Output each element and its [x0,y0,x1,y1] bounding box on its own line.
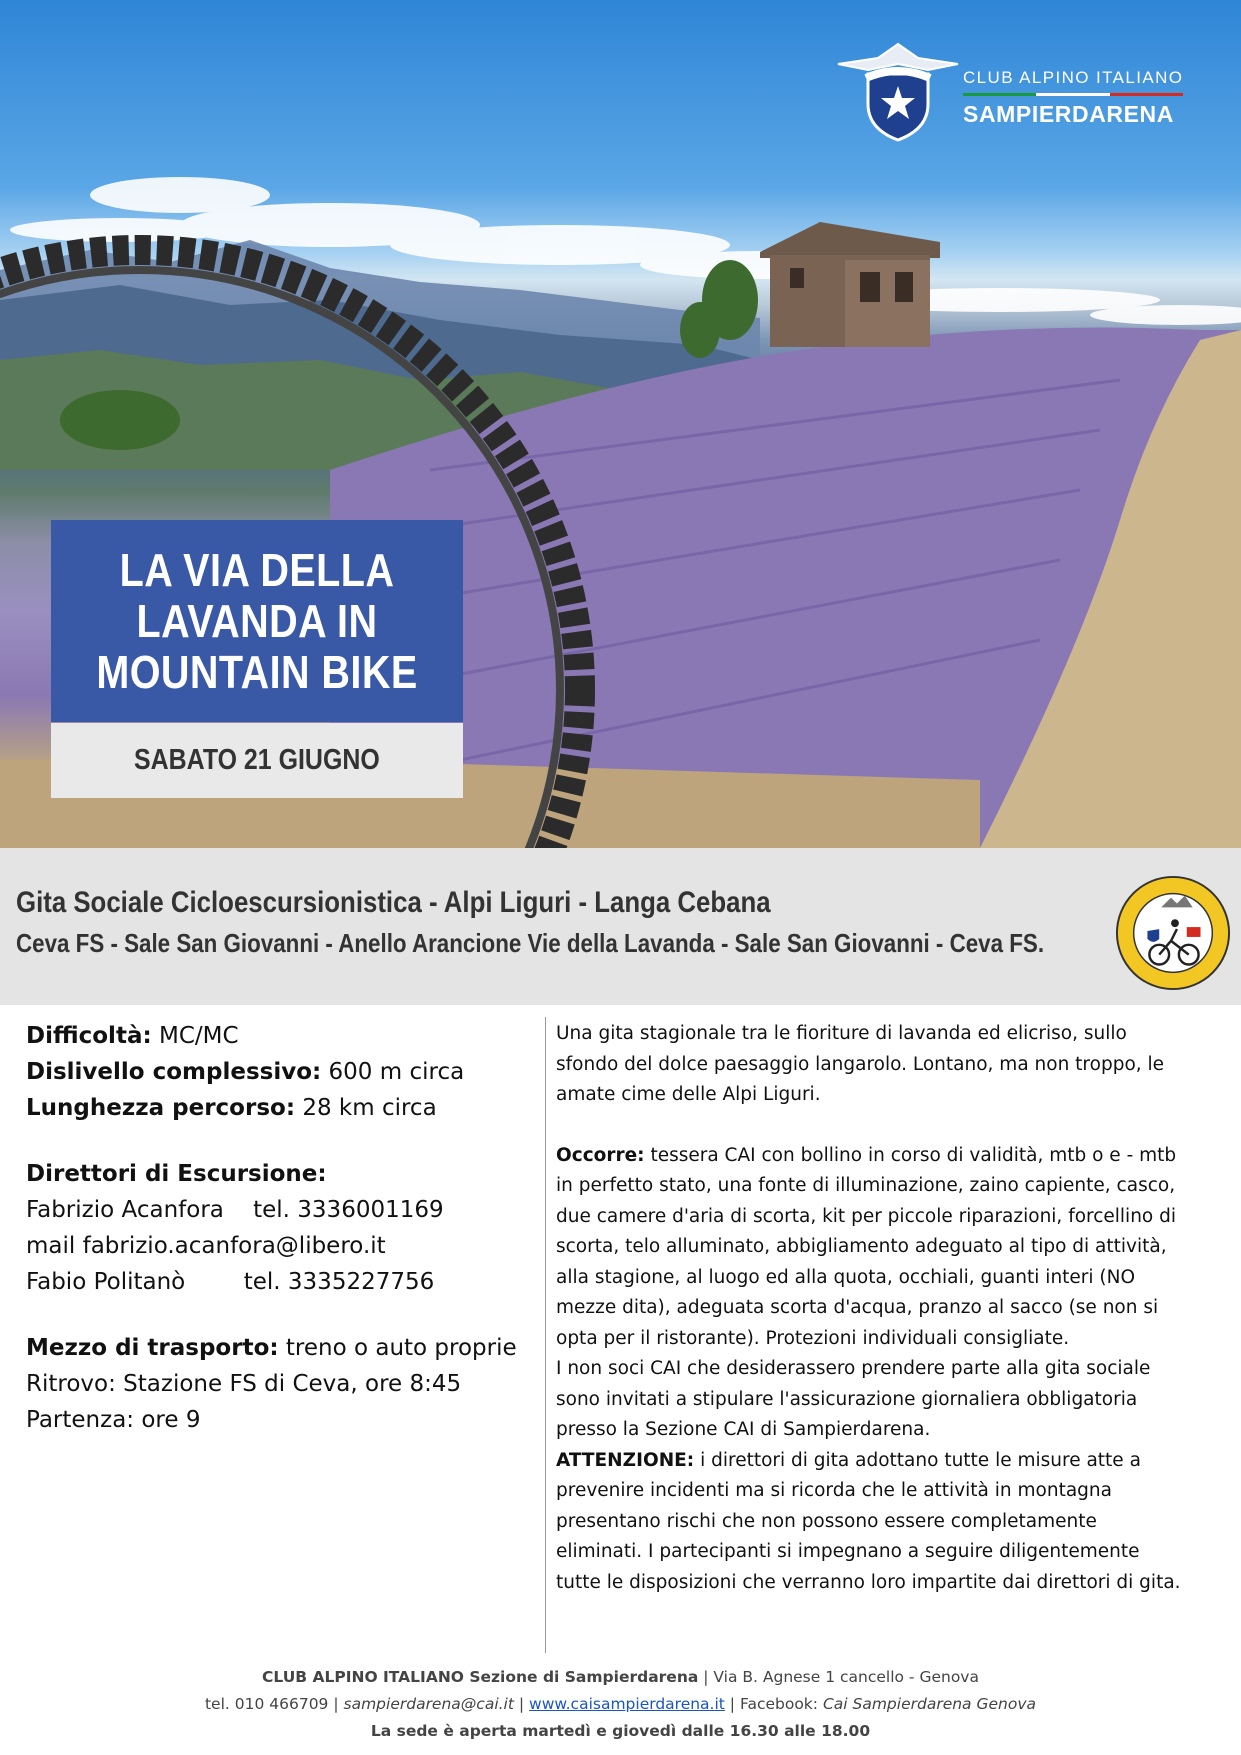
length-value: 28 km circa [295,1095,437,1121]
elevation-label: Dislivello complessivo: [26,1059,322,1085]
footer-line2 [0,1691,1241,1718]
footer-email[interactable]: sampierdarena@cai.it [343,1695,514,1713]
transport-row [26,1330,536,1366]
event-date-box [51,723,463,798]
trip-type: Gita Sociale Cicloescursionistica - Alpi Liguri - Langa Cebana [16,886,771,919]
logo-line1: CLUB ALPINO ITALIANO [963,68,1184,87]
required-paragraph [556,1141,1186,1355]
length-row [26,1090,536,1126]
required-text: tessera CAI con bollino in corso di validità, mtb o e - mtb in perfetto stato, una fonte di illuminazione, zaino capiente, casco, due camere d'aria di scorta, kit per piccole riparazioni, forcellino di scorta, telo alluminato, abbigliamento adeguato al tipo di attività, alla stagione, al luogo ed alla quota, occhiali, guanti interi (NO mezze dita), adeguata scorta d'acqua, pranzo al sacco (se non si opta per il ristorante). Protezioni individuali consigliate. [556,1144,1177,1349]
elevation-value: 600 m circa [321,1059,465,1085]
difficulty-row [26,1018,536,1054]
footer-facebook-label: | Facebook: [724,1695,823,1713]
trip-description [556,1019,1186,1598]
route-band [0,848,1241,1005]
footer-facebook-value: Cai Sampierdarena Genova [822,1695,1037,1713]
footer-line1 [0,1664,1241,1691]
directors-label: Direttori di Escursione: [26,1161,327,1187]
event-title-box [51,520,463,722]
transport-value: treno o auto proprie [278,1335,517,1361]
departure-time: Partenza: ore 9 [26,1407,201,1433]
route-description: Ceva FS - Sale San Giovanni - Anello Arancione Vie della Lavanda - Sale San Giovanni - Ceva FS. [16,928,1045,958]
logo-line2: SAMPIERDARENA [963,101,1174,127]
hero-photo [0,0,1241,848]
attention-paragraph [556,1446,1186,1599]
director1-mail: mail fabrizio.acanfora@libero.it [26,1233,386,1259]
footer-hours: La sede è aperta martedì e giovedì dalle 16.30 alle 18.00 [370,1722,871,1740]
ciclocai-badge-icon [1114,874,1232,992]
stone-house [760,222,940,347]
attention-text: i direttori di gita adottano tutte le misure atte a prevenire incidenti ma si ricorda che le attività in montagna presentano rischi che non possono essere completamente eliminati. I partecipanti si impegnano a seguire diligentemente tutte le disposizioni che verranno loro impartite dai direttori di gita. [556,1449,1181,1593]
footer-website-link[interactable]: www.caisampierdarena.it [529,1695,725,1713]
eagle-star-shield-icon [828,34,968,144]
footer-tel: tel. 010 466709 | [204,1695,344,1713]
event-title: LA VIA DELLA LAVANDA IN MOUNTAIN BIKE [96,543,418,698]
event-date: SABATO 21 GIUGNO [134,744,380,776]
footer-org: CLUB ALPINO ITALIANO Sezione di Sampierdarena [262,1668,699,1686]
footer-sep: | [513,1695,530,1713]
intro-text: Una gita stagionale tra le fioriture di lavanda ed elicriso, sullo sfondo del dolce paesaggio langarolo. Lontano, ma non troppo, le amate cime delle Alpi Liguri. [556,1023,1165,1105]
nonmembers-text: I non soci CAI che desiderassero prendere parte alla gita sociale sono invitati a stipulare l'assicurazione giornaliera obbligatoria presso la Sezione CAI di Sampierdarena. [556,1358,1151,1440]
meeting-point: Ritrovo: Stazione FS di Ceva, ore 8:45 [26,1371,462,1397]
cai-logo [828,34,1208,144]
elevation-row [26,1054,536,1090]
footer-address: | Via B. Agnese 1 cancello - Genova [698,1668,979,1686]
footer [0,1664,1241,1745]
trip-details [26,1018,536,1438]
attention-label: ATTENZIONE: [556,1449,695,1471]
difficulty-value: MC/MC [151,1023,239,1049]
difficulty-label: Difficoltà: [26,1023,152,1049]
required-label: Occorre: [556,1144,645,1166]
tricolor-stripe [963,93,1183,96]
director2: Fabio Politanò tel. 3335227756 [26,1269,435,1295]
transport-label: Mezzo di trasporto: [26,1335,279,1361]
director1: Fabrizio Acanfora tel. 3336001169 [26,1197,444,1223]
length-label: Lunghezza percorso: [26,1095,296,1121]
column-divider [545,1017,546,1653]
